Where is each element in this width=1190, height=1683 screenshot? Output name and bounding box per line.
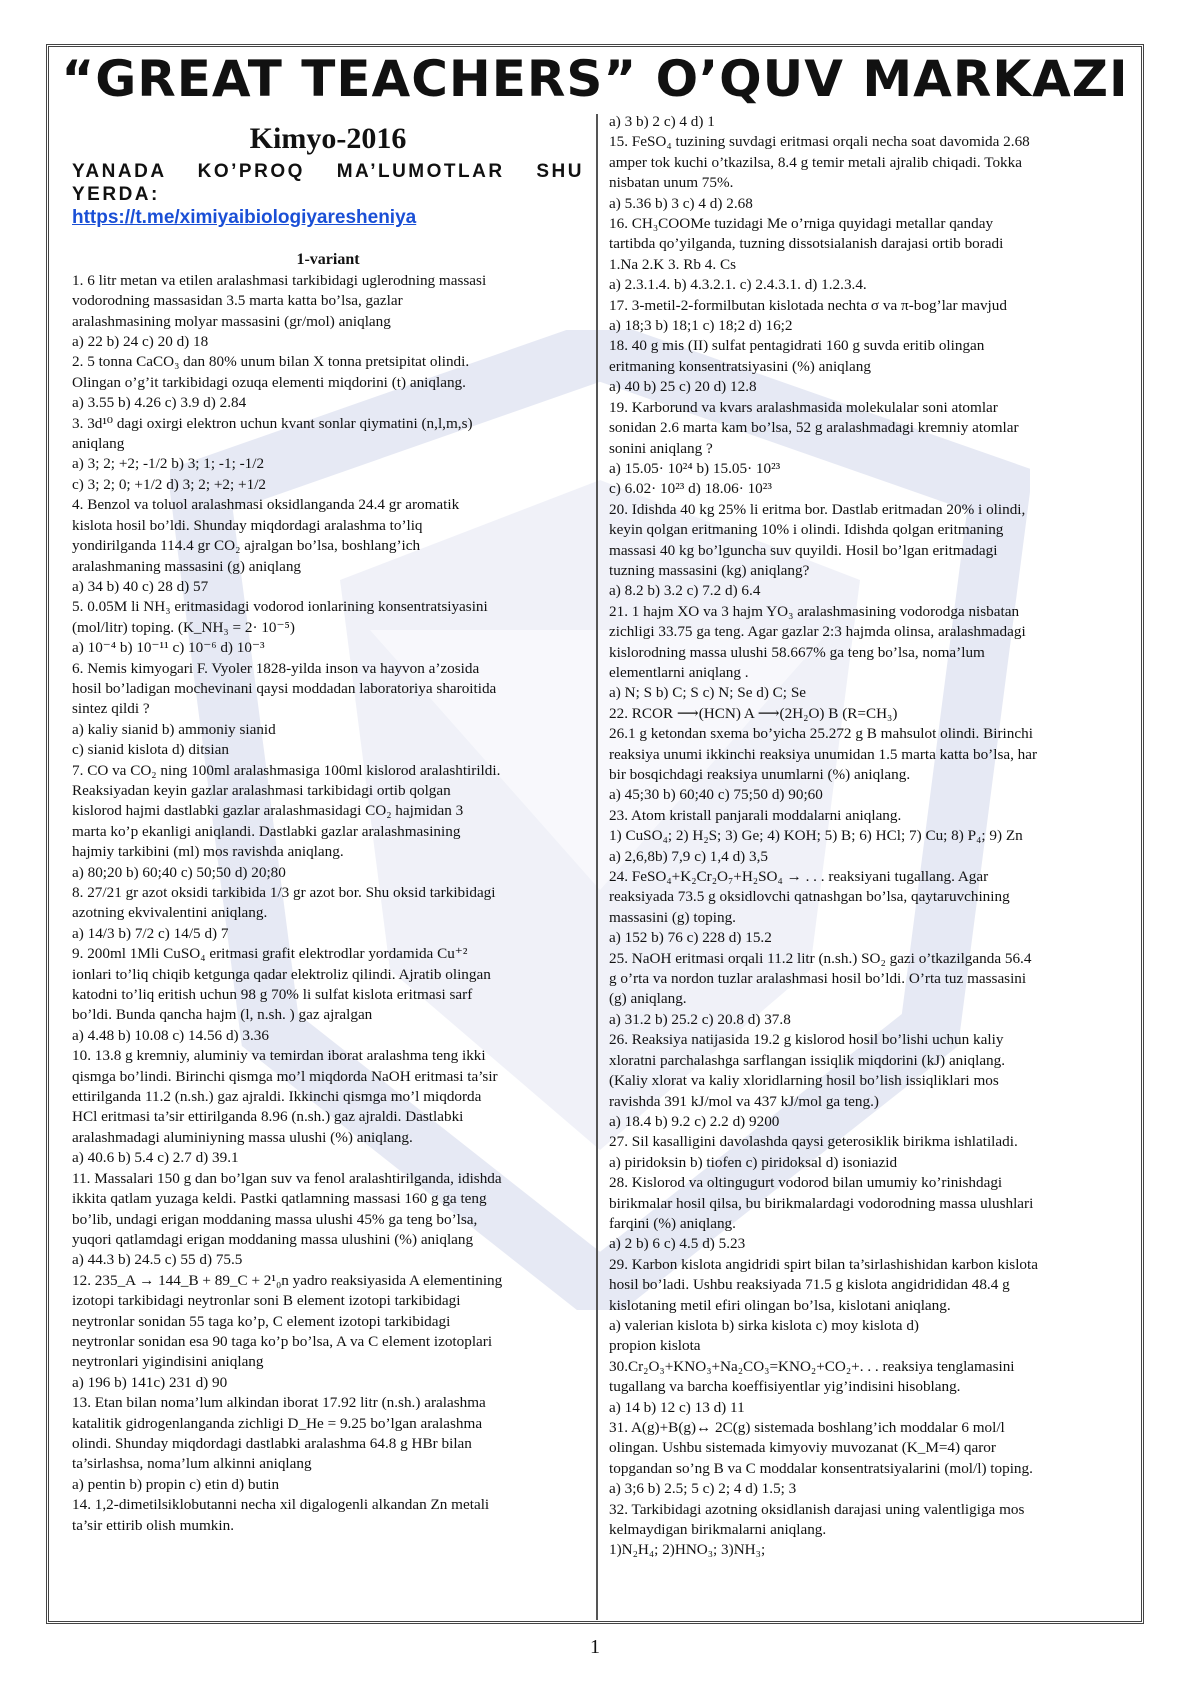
question-line: 28. Kislorod va oltingugurt vodorod bilan umumiy ko’rinishdagi [609,1174,1003,1192]
question-line: yondirilganda 114.4 gr CO₂ ajralgan bo’lsa, boshlang’ich [72,537,421,555]
question-line: 4. Benzol va toluol aralashmasi oksidlanganda 24.4 gr aromatik [72,496,460,514]
question-line: neytronlar sonidan esa 90 taga ko’p bo’lsa, A va C element izotoplari [72,1332,493,1350]
question-line: ta’sirlashsa, noma’lum alkinni aniqlang [72,1455,312,1473]
question-line: sonidan 2.6 marta kam bo’lsa, 52 g aralashmadagi kremniy atomlar [609,419,1019,437]
question-line: 32. Tarkibidagi azotning oksidlanish darajasi uning valentligiga mos [609,1500,1025,1518]
telegram-link[interactable]: https://t.me/ximiyaibiologiyaresheniya [72,207,417,228]
question-line: a) 3; 2; +2; -1/2 b) 3; 1; -1; -1/2 [72,455,265,473]
question-line: nisbatan unum 75%. [609,174,734,192]
question-line: bo’ldi. Bunda qancha hajm (l, n.sh. ) gaz ajralgan [72,1006,373,1024]
question-line: 29. Karbon kislota angidridi spirt bilan ta’sirlashishidan karbon kislota [609,1255,1038,1273]
question-line: a) 22 b) 24 c) 20 d) 18 [72,333,209,351]
question-line: a) 4.48 b) 10.08 c) 14.56 d) 3.36 [72,1026,269,1044]
question-line: 1.Na 2.K 3. Rb 4. Cs [609,255,736,273]
question-line: 9. 200ml 1Mli CuSO₄ eritmasi grafit elektrodlar yordamida Cu⁺² [72,945,468,963]
question-line: 13. Etan bilan noma’lum alkindan iborat 17.92 litr (n.sh.) aralashma [72,1394,486,1412]
question-line: xloratni parchalashga sarflangan issiqlik miqdorini (kJ) aniqlang. [609,1051,1006,1069]
column-divider [596,114,598,1620]
question-line: c) sianid kislota d) ditsian [72,741,229,759]
right-question-list [609,112,1105,1561]
question-line: Olingan o’g’it tarkibidagi ozuqa elementi miqdorini (t) aniqlang. [72,373,466,391]
question-line: ettirilganda 11.2 (n.sh.) gaz ajraldi. Ikkinchi qismga mo’l miqdorda [72,1088,482,1106]
question-line: 8. 27/21 gr azot oksidi tarkibida 1/3 gr azot bor. Shu oksid tarkibidagi [72,884,496,901]
question-line: ionlari to’liq chiqib ketgunga qadar elektroliz qilindi. Ajratib olingan [72,965,491,983]
question-line: ta’sir ettirib olish mumkin. [72,1516,234,1534]
question-line: neytronlari yigindisini aniqlang [72,1353,264,1371]
question-line: a) 152 b) 76 c) 228 d) 15.2 [609,929,772,947]
question-line: a) 10⁻⁴ b) 10⁻¹¹ c) 10⁻⁶ d) 10⁻³ [72,639,265,657]
question-line: amper tok kuchi o’tkazilsa, 8.4 g temir metali ajralib chiqadi. Tokka [609,153,1022,171]
question-line: kislotaning metil efiri olingan bo’lsa, kislotani aniqlang. [609,1296,951,1314]
question-line: a) 2,6,8b) 7,9 c) 1,4 d) 3,5 [609,847,769,865]
question-line: elementlarni aniqlang . [609,663,749,681]
center-title: “GREAT TEACHERS” O’QUV MARKAZI [61,50,1129,108]
question-line: keyin qolgan eritmaning 10% i olindi. Idishda qolgan eritmaning [609,521,1004,539]
subject-title: Kimyo-2016 [249,122,407,155]
question-line: topgandan so’ng B va C moddalar konsentratsiyalarini (mol/l) toping. [609,1459,1033,1477]
question-line: a) 196 b) 141c) 231 d) 90 [72,1373,228,1391]
question-line: a) 15.05· 10²⁴ b) 15.05· 10²³ [609,459,781,477]
question-line: olindi. Shunday miqdordagi dastlabki aralashma 64.8 g HBr bilan [72,1434,472,1452]
question-line: a) kaliy sianid b) ammoniy sianid [72,720,276,738]
question-line: 19. Karborund va kvars aralashmasida molekulalar soni atomlar [609,398,998,416]
question-line: yuqori qatlamdagi erigan moddaning massa ulushini (%) aniqlang [72,1230,474,1248]
question-line: 23. Atom kristall panjarali moddalarni aniqlang. [609,806,902,824]
question-line: kelmaydigan birikmalarni aniqlang. [609,1521,827,1539]
question-line: 25. NaOH eritmasi orqali 11.2 litr (n.sh.) SO₂ gazi o’tkazilganda 56.4 [609,949,1032,967]
question-line: a) 2 b) 6 c) 4.5 d) 5.23 [609,1235,746,1253]
question-line: 1) CuSO₄; 2) H₂S; 3) Ge; 4) KOH; 5) B; 6) HCl; 7) Cu; 8) P₄; 9) Zn [609,827,1023,845]
variant-heading: 1-variant [296,251,360,269]
question-line: aralashmasining molyar massasini (gr/mol) aniqlang [72,312,391,330]
question-line: tuzning massasini (kg) aniqlang? [609,561,810,579]
more-info-heading: YANADA KO’PROQ MA’LUMOTLAR SHU YERDA: [72,161,584,205]
question-line: olingan. Ushbu sistemada kimyoviy muvozanat (K_M=4) qaror [609,1439,996,1457]
question-line: a) 3 b) 2 c) 4 d) 1 [609,113,715,130]
question-line: a) 40 b) 25 c) 20 d) 12.8 [609,378,757,396]
question-line: a) 2.3.1.4. b) 4.3.2.1. c) 2.4.3.1. d) 1.2.3.4. [609,276,867,294]
question-line: 2. 5 tonna CaCO₃ dan 80% unum bilan X tonna pretsipitat olindi. [72,353,470,371]
question-line: marta ko’p ekanligi aniqlandi. Dastlabki gazlar aralashmasining [72,822,461,840]
question-line: azotning ekvivalentini aniqlang. [72,904,268,922]
question-line: a) pentin b) propin c) etin d) butin [72,1475,280,1493]
question-line: Reaksiyadan keyin gazlar aralashmasi tarkibidagi ortib qolgan [72,781,451,799]
question-line: 22. RCOR ⟶(HCN) A ⟶(2H₂O) B (R=CH₃) [609,704,898,722]
question-line: a) valerian kislota b) sirka kislota c) moy kislota d) [609,1316,919,1334]
question-line: c) 3; 2; 0; +1/2 d) 3; 2; +2; +1/2 [72,475,267,493]
question-line: g o’rta va nordon tuzlar aralashmasi hosil bo’ldi. O’rta tuz massasini [609,970,1027,988]
left-column [72,112,584,1536]
left-question-list [72,271,584,1536]
question-line: tartibda qo’yilganda, tuzning dissotsialanish darajasi ortib boradi [609,235,1004,253]
question-line: (Kaliy xlorat va kaliy xloridlarning hosil bo’lish issiqliklari mos [609,1072,999,1090]
question-line: 31. A(g)+B(g)↔ 2C(g) sistemada boshlang’ich moddalar 6 mol/l [609,1419,1005,1436]
question-line: eritmaning konsentratsiyasini (%) aniqlang [609,357,871,375]
question-line: a) 31.2 b) 25.2 c) 20.8 d) 37.8 [609,1010,791,1028]
question-line: 17. 3-metil-2-formilbutan kislotada nechta σ va π-bog’lar mavjud [609,296,1007,314]
question-line: hosil bo’ladi. Ushbu reaksiyada 71.5 g kislota angidrididan 48.4 g [609,1276,1010,1294]
question-line: 21. 1 hajm XO va 3 hajm YO₃ aralashmasining vodorodga nisbatan [609,602,1020,620]
question-line: ikkita qatlam yuzaga keldi. Pastki qatlamning massasi 160 g ga teng [72,1190,487,1208]
question-line: 24. FeSO₄+K₂Cr₂O₇+H₂SO₄ → . . . reaksiyani tugallang. Agar [609,868,989,886]
question-line: reaksiyada 73.5 g oksidlovchi qatnashgan bo’lsa, qaytaruvchining [609,888,1010,906]
question-line: 1. 6 litr metan va etilen aralashmasi tarkibidagi uglerodning massasi [72,271,487,289]
question-line: 26. Reaksiya natijasida 19.2 g kislorod hosil bo’lishi uchun kaliy [609,1031,1004,1049]
question-line: a) 5.36 b) 3 c) 4 d) 2.68 [609,194,753,212]
question-line: hajmiy tarkibini (ml) mos ravishda aniqlang. [72,843,344,861]
question-line: a) 18;3 b) 18;1 c) 18;2 d) 16;2 [609,317,793,335]
question-line: 11. Massalari 150 g dan bo’lgan suv va fenol aralashtirilganda, idishda [72,1169,502,1187]
question-line: 6. Nemis kimyogari F. Vyoler 1828-yilda inson va hayvon a’zosida [72,659,480,677]
question-line: (g) aniqlang. [609,990,687,1008]
question-line: a) 45;30 b) 60;40 c) 75;50 d) 90;60 [609,786,823,804]
question-line: 15. FeSO₄ tuzining suvdagi eritmasi orqali necha soat davomida 2.68 [609,133,1030,151]
question-line: neytronlar sonidan 55 taga ko’p, C element izotopi tarkibidagi [72,1312,451,1330]
question-line: 5. 0.05M li NH₃ eritmasidagi vodorod ionlarining konsentratsiyasini [72,598,488,616]
right-column [609,112,1105,1561]
question-line: zichligi 33.75 ga teng. Agar gazlar 2:3 hajmda olinsa, aralashmadagi [609,623,1026,641]
question-line: a) 3.55 b) 4.26 c) 3.9 d) 2.84 [72,394,247,412]
question-line: ravishda 391 kJ/mol va 437 kJ/mol ga teng.) [609,1092,879,1110]
question-line: (mol/litr) toping. (K_NH₃ = 2· 10⁻⁵) [72,618,295,636]
question-line: a) 18.4 b) 9.2 c) 2.2 d) 9200 [609,1112,780,1130]
question-line: a) 14/3 b) 7/2 c) 14/5 d) 7 [72,924,229,942]
question-line: c) 6.02· 10²³ d) 18.06· 10²³ [609,480,772,498]
question-line: a) 40.6 b) 5.4 c) 2.7 d) 39.1 [72,1149,239,1167]
question-line: 26.1 g ketondan sxema bo’yicha 25.272 g B mahsulot olindi. Birinchi [609,725,1033,743]
question-line: a) 44.3 b) 24.5 c) 55 d) 75.5 [72,1251,243,1269]
question-line: a) 8.2 b) 3.2 c) 7.2 d) 6.4 [609,582,761,600]
question-line: katodni to’liq eritish uchun 98 g 70% li sulfat kislota eritmasi sarf [72,986,473,1004]
question-line: vodorodning massasidan 3.5 marta katta bo’lsa, gazlar [72,292,403,310]
question-line: bo’lib, undagi erigan moddaning massa ulushi 45% ga teng bo’lsa, [72,1210,478,1228]
question-line: massasini (g) toping. [609,908,736,926]
question-line: 10. 13.8 g kremniy, aluminiy va temirdan iborat aralashma teng ikki [72,1047,486,1065]
question-line: hosil bo’ladigan mochevinani qaysi moddadan laboratoriya sharoitida [72,679,497,697]
question-line: kislorodning massa ulushi 58.667% ga teng bo’lsa, noma’lum [609,643,985,661]
question-line: a) piridoksin b) tiofen c) piridoksal d) isoniazid [609,1153,898,1171]
question-line: qismga bo’lindi. Birinchi qismga mo’l miqdorda NaOH eritmasi ta’sir [72,1067,498,1085]
question-line: 1)N₂H₄; 2)HNO₃; 3)NH₃; [609,1541,766,1559]
question-line: HCl eritmasi ta’sir ettirilganda 8.96 (n.sh.) gaz ajraldi. Dastlabki [72,1108,464,1126]
question-line: reaksiya unumi ikkinchi reaksiya unumidan 1.5 marta katta bo’lsa, har [609,745,1038,763]
question-line: kislota hosil bo’ldi. Shunday miqdordagi aralashma to’liq [72,516,423,534]
question-line: katalitik gidrogenlanganda zichligi D_He = 9.25 bo’lgan aralashma [72,1414,483,1432]
question-line: aniqlang [72,435,125,453]
question-line: 27. Sil kasalligini davolashda qaysi geterosiklik birikma ishlatiladi. [609,1133,1018,1151]
question-line: farqini (%) aniqlang. [609,1214,736,1232]
question-line: 14. 1,2-dimetilsiklobutanni necha xil digalogenli alkandan Zn metali [72,1496,490,1514]
question-line: a) 14 b) 12 c) 13 d) 11 [609,1398,745,1416]
question-line: a) 34 b) 40 c) 28 d) 57 [72,577,209,595]
question-line: a) 80;20 b) 60;40 c) 50;50 d) 20;80 [72,863,286,881]
question-line: 18. 40 g mis (II) sulfat pentagidrati 160 g suvda eritib olingan [609,337,985,355]
question-line: tugallang va barcha koeffisiyentlar yig’indisini hisoblang. [609,1378,961,1396]
question-line: kislorod hajmi dastlabki gazlar aralashmasidagi CO₂ hajmidan 3 [72,802,464,820]
question-line: 30.Cr₂O₃+KNO₃+Na₂CO₃=KNO₂+CO₂+. . . reaksiya tenglamasini [609,1357,1015,1375]
question-line: 20. Idishda 40 kg 25% li eritma bor. Dastlab eritmadan 20% i olindi, [609,500,1026,518]
question-line: birikmalar hosil qilsa, bu birikmalardagi vodorodning massa ulushlari [609,1194,1034,1212]
question-line: aralashmaning massasini (g) aniqlang [72,557,302,575]
page-number: 1 [590,1636,600,1658]
question-line: sintez qildi ? [72,700,150,718]
question-line: 12. 235_A → 144_B + 89_C + 2¹₀n yadro reaksiyasida A elementining [72,1271,503,1289]
question-line: izotopi tarkibidagi neytronlar soni B element izotopi tarkibidagi [72,1292,461,1310]
question-line: 16. CH₃COOMe tuzidagi Me o’rniga quyidagi metallar qanday [609,215,994,233]
question-line: bir bosqichdagi reaksiya unumlarni (%) aniqlang. [609,766,911,783]
question-line: massasi 40 kg bo’lguncha suv quyildi. Hosil bo’lgan eritmadagi [609,541,998,559]
question-line: propion kislota [609,1337,701,1355]
question-line: a) 3;6 b) 2.5; 5 c) 2; 4 d) 1.5; 3 [609,1480,797,1498]
question-line: 7. CO va CO₂ ning 100ml aralashmasiga 100ml kislorod aralashtirildi. [72,761,501,779]
question-line: a) N; S b) C; S c) N; Se d) C; Se [609,684,807,702]
question-line: aralashmadagi aluminiyning massa ulushi (%) aniqlang. [72,1128,413,1146]
question-line: 3. 3d¹⁰ dagi oxirgi elektron uchun kvant sonlar qiymatini (n,l,m,s) [72,414,473,432]
question-line: sonini aniqlang ? [609,439,713,457]
